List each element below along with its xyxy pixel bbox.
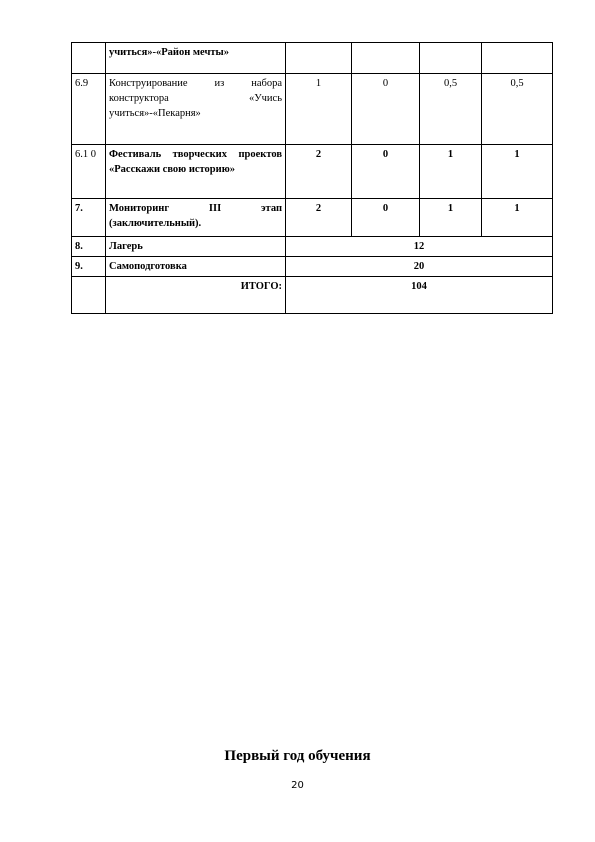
table-row xyxy=(72,199,553,237)
table-row xyxy=(72,277,553,314)
total-hours-cell: 2 xyxy=(286,199,352,237)
practice-hours-cell xyxy=(420,43,482,74)
control-hours-cell: 1 xyxy=(482,199,553,237)
total-hours-cell xyxy=(286,43,352,74)
row-number: 6.9 xyxy=(72,74,106,145)
page-number: 20 xyxy=(291,780,304,791)
theory-hours-cell: 0 xyxy=(352,145,420,199)
row-topic: Самоподготовка xyxy=(106,257,286,277)
theory-hours-cell xyxy=(352,43,420,74)
control-hours-cell xyxy=(482,43,553,74)
row-topic: Лагерь xyxy=(106,237,286,257)
total-hours-cell: 1 xyxy=(286,74,352,145)
curriculum-table xyxy=(71,42,553,314)
total-hours-cell: 2 xyxy=(286,145,352,199)
table-row xyxy=(72,145,553,199)
control-hours-cell: 1 xyxy=(482,145,553,199)
table-row xyxy=(72,237,553,257)
merged-hours-cell: 12 xyxy=(286,237,553,257)
table-row xyxy=(72,257,553,277)
row-topic: учиться»-«Район мечты» xyxy=(106,43,286,74)
row-number xyxy=(72,43,106,74)
practice-hours-cell: 1 xyxy=(420,199,482,237)
row-number: 6.1 0 xyxy=(72,145,106,199)
practice-hours-cell: 1 xyxy=(420,145,482,199)
row-topic: Фестиваль творческих проектов «Расскажи свою историю» xyxy=(106,145,286,199)
theory-hours-cell: 0 xyxy=(352,199,420,237)
row-topic: Конструирование из набора конструктора «Учись учиться»-«Пекарня» xyxy=(106,74,286,145)
row-number: 9. xyxy=(72,257,106,277)
total-label: ИТОГО: xyxy=(106,277,286,314)
table-row xyxy=(72,74,553,145)
section-title: Первый год обучения xyxy=(224,748,371,764)
row-topic: Мониторинг III этап (заключительный). xyxy=(106,199,286,237)
practice-hours-cell: 0,5 xyxy=(420,74,482,145)
merged-hours-cell: 20 xyxy=(286,257,553,277)
row-number: 8. xyxy=(72,237,106,257)
total-hours-value: 104 xyxy=(286,277,553,314)
row-number xyxy=(72,277,106,314)
theory-hours-cell: 0 xyxy=(352,74,420,145)
control-hours-cell: 0,5 xyxy=(482,74,553,145)
table-row xyxy=(72,43,553,74)
row-number: 7. xyxy=(72,199,106,237)
